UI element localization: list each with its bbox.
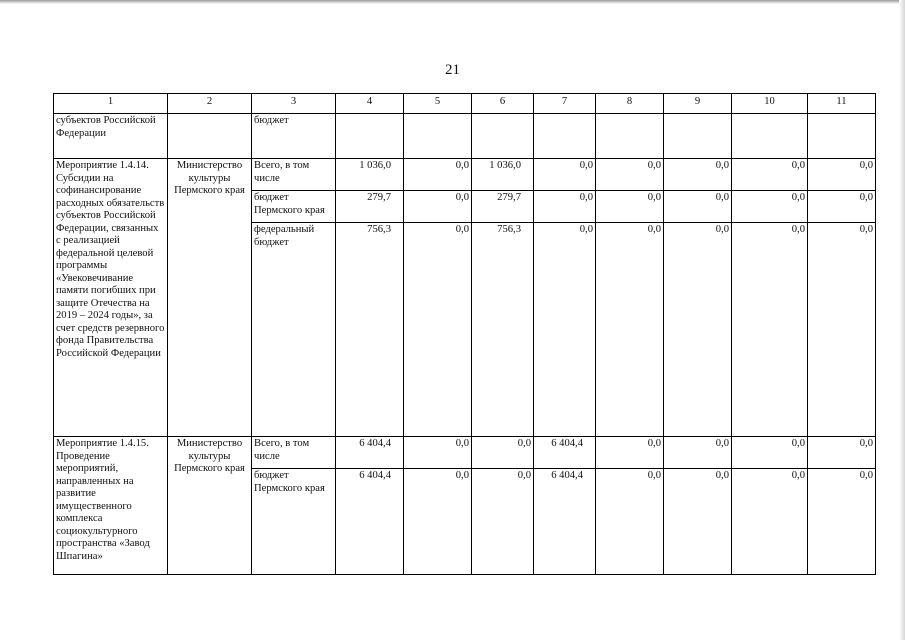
page-number: 21 <box>445 62 460 78</box>
value-cell: 0,0 <box>664 191 732 223</box>
header-row <box>54 94 876 114</box>
value-cell: 0,0 <box>596 223 664 437</box>
funding-source: бюджет <box>252 114 336 159</box>
value-cell <box>732 114 808 159</box>
value-cell: 0,0 <box>596 437 664 469</box>
event-description: Мероприятие 1.4.14. Субсидии на софинансирование расходных обязательств субъектов Российской Федерации, связанных с реализацией федеральной целевой программы «Увековечивание памяти погибших при защите Отечества на 2019 – 2024 годы», за счет средств резервного фонда Правительства Российской Федерации <box>54 159 168 437</box>
event-description: Мероприятие 1.4.15. Проведение мероприятий, направленных на развитие имущественного комплекса социокультурного пространства «Завод Шпагина» <box>54 437 168 575</box>
header-cell: 5 <box>404 94 472 114</box>
header-cell: 10 <box>732 94 808 114</box>
header-cell: 7 <box>534 94 596 114</box>
value-cell: 0,0 <box>596 469 664 575</box>
funding-source: Всего, в том числе <box>252 437 336 469</box>
value-cell: 0,0 <box>472 469 534 575</box>
value-cell: 0,0 <box>534 159 596 191</box>
value-cell: 0,0 <box>808 159 876 191</box>
value-cell: 0,0 <box>664 159 732 191</box>
value-cell: 0,0 <box>732 159 808 191</box>
value-cell: 0,0 <box>534 191 596 223</box>
value-cell: 0,0 <box>732 437 808 469</box>
value-cell: 0,0 <box>534 223 596 437</box>
value-cell <box>534 114 596 159</box>
value-cell: 0,0 <box>404 191 472 223</box>
value-cell: 0,0 <box>596 191 664 223</box>
table-row <box>54 159 876 191</box>
value-cell: 0,0 <box>664 469 732 575</box>
value-cell <box>596 114 664 159</box>
executor-cell: Министерство культуры Пермского края <box>168 437 252 575</box>
value-cell <box>336 114 404 159</box>
value-cell <box>472 114 534 159</box>
header-cell: 1 <box>54 94 168 114</box>
value-cell: 1 036,0 <box>336 159 404 191</box>
funding-source: Всего, в том числе <box>252 159 336 191</box>
header-cell: 9 <box>664 94 732 114</box>
event-description: субъектов Российской Федерации <box>54 114 168 159</box>
funding-source: федеральный бюджет <box>252 223 336 437</box>
value-cell: 0,0 <box>808 191 876 223</box>
budget-table <box>53 93 876 575</box>
executor-cell: Министерство культуры Пермского края <box>168 159 252 437</box>
header-cell: 2 <box>168 94 252 114</box>
value-cell <box>664 114 732 159</box>
value-cell: 0,0 <box>808 223 876 437</box>
value-cell: 0,0 <box>664 437 732 469</box>
value-cell: 0,0 <box>404 223 472 437</box>
value-cell: 756,3 <box>472 223 534 437</box>
header-cell: 4 <box>336 94 404 114</box>
value-cell: 6 404,4 <box>534 469 596 575</box>
funding-source: бюджет Пермского края <box>252 191 336 223</box>
value-cell: 0,0 <box>404 437 472 469</box>
scan-edge-right <box>899 0 905 640</box>
header-cell: 8 <box>596 94 664 114</box>
value-cell: 0,0 <box>472 437 534 469</box>
funding-source: бюджет Пермского края <box>252 469 336 575</box>
value-cell: 1 036,0 <box>472 159 534 191</box>
value-cell: 6 404,4 <box>336 437 404 469</box>
value-cell <box>808 114 876 159</box>
header-cell: 6 <box>472 94 534 114</box>
value-cell: 0,0 <box>732 223 808 437</box>
value-cell: 0,0 <box>808 469 876 575</box>
value-cell: 0,0 <box>732 469 808 575</box>
value-cell <box>404 114 472 159</box>
value-cell: 0,0 <box>732 191 808 223</box>
value-cell: 6 404,4 <box>534 437 596 469</box>
header-cell: 3 <box>252 94 336 114</box>
scan-edge-top <box>0 0 905 4</box>
value-cell: 0,0 <box>808 437 876 469</box>
value-cell: 6 404,4 <box>336 469 404 575</box>
value-cell: 0,0 <box>404 469 472 575</box>
value-cell: 279,7 <box>336 191 404 223</box>
value-cell: 0,0 <box>404 159 472 191</box>
value-cell: 0,0 <box>596 159 664 191</box>
value-cell: 0,0 <box>664 223 732 437</box>
executor-cell <box>168 114 252 159</box>
value-cell: 279,7 <box>472 191 534 223</box>
table-row <box>54 437 876 469</box>
table-row <box>54 114 876 159</box>
value-cell: 756,3 <box>336 223 404 437</box>
header-cell: 11 <box>808 94 876 114</box>
